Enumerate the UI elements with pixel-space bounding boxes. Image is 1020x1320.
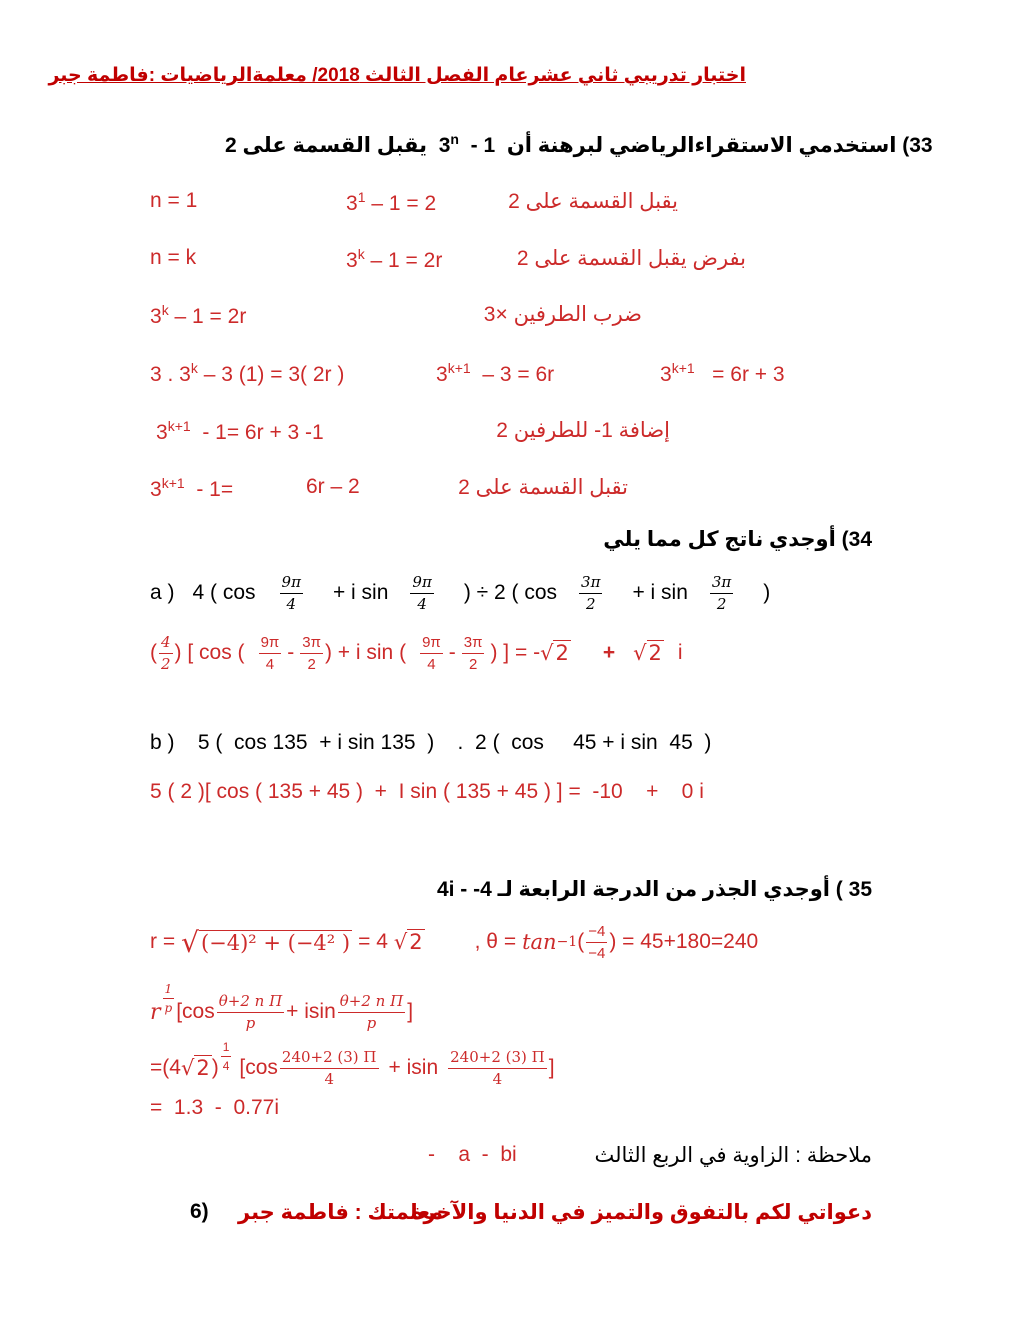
- q34-a-answer: ( 4 2 ) [ cos ( 9π 4 - 3π 2 ) + i sin ( 9π 4 - 3π 2 ) ] = - √2 + √2 i: [150, 632, 683, 673]
- sqrt-2: √2: [540, 641, 569, 665]
- fraction-9pi-4: 9π 4: [422, 633, 441, 673]
- question-35-prompt: [420, 877, 872, 902]
- q34-a-text-5: ): [763, 581, 771, 604]
- q33-step-4c: $3^{k+1}$ = 6r + 3: [660, 360, 785, 386]
- q33-step-3-note: ضرب الطرفين ×3: [483, 303, 642, 326]
- q34-a-line: [150, 568, 770, 618]
- q33-step-6: $3^{k+1} - 1=$: [150, 475, 234, 501]
- q33-step-5: $3^{k+1} - 1= 6r + 3$ -1: [156, 418, 324, 444]
- q33-row-2-mid: 3$^k$ – 1 = 2r: [346, 246, 443, 272]
- q34-a-text-4: + i sin: [632, 581, 688, 604]
- q33-row-1-note: يقبل القسمة على 2: [508, 190, 678, 213]
- q33-step-6-note: تقبل القسمة على 2: [458, 476, 628, 499]
- q35-r-line: r = √ (−4)² + (−4² ) = 4 √2 , θ = tan −1 ( −4 −4 ) = 45+180=240: [150, 922, 759, 962]
- q33-step-5-note: إضافة 1- للطرفين 2: [496, 419, 670, 442]
- fraction-9pi-4: 9π 4: [281, 572, 301, 613]
- q35-value: 4i - -4: [436, 878, 492, 901]
- q34-a-label: a ): [150, 581, 175, 604]
- fraction-4-2: 4 2: [161, 632, 171, 673]
- fraction-3pi-2: 3π 2: [302, 633, 321, 673]
- question-33-prompt: [225, 131, 933, 158]
- q33-row-2-left: n = k: [150, 246, 197, 269]
- q33-step-3: 3$^k$ – 1 = 2r: [150, 302, 247, 328]
- sqrt-2: √2: [633, 641, 662, 665]
- q35-text: 35 ) أوجدي الجذر من الدرجة الرابعة لـ: [497, 878, 872, 901]
- q33-end: يقبل القسمة على 2: [225, 134, 428, 157]
- q34-a-text-1: 4 ( cos: [192, 581, 256, 604]
- q34-b-line: b ) 5 ( cos 135 + i sin 135 ) . 2 ( cos 45 + i sin 45 ): [150, 731, 712, 754]
- q33-row-1-left: n = 1: [150, 189, 198, 212]
- q33-expr: 3$^n$ - 1: [438, 131, 496, 157]
- fraction-neg4-neg4: −4 −4: [588, 922, 606, 962]
- fraction-3pi-2: 3π 2: [581, 572, 601, 613]
- q33-step-4a: 3 . 3$^k$ – 3 (1) = 3( 2r ): [150, 360, 345, 386]
- fraction-3pi-2: 3π 2: [463, 633, 483, 673]
- q34-a-text-3: ) ÷ 2 ( cos: [463, 581, 558, 604]
- question-34-prompt: 34) أوجدي ناتج كل مما يلي: [603, 528, 872, 551]
- q35-formula: r 1 p [cos θ+2 n Π p + isin θ+2 n Π p ]: [150, 981, 414, 1032]
- q33-row-2-note: بفرض يقبل القسمة على 2: [516, 247, 746, 270]
- footer-prayer: دعواتي لكم بالتفوق والتميز في الدنيا والآخرة: [411, 1201, 872, 1224]
- q33-text: 33) استخدمي الاستقراءالرياضي لبرهنة أن: [506, 134, 933, 157]
- q35-result: = 1.3 - 0.77i: [150, 1096, 279, 1119]
- fraction-9pi-4: 9π 4: [412, 572, 432, 613]
- fraction-3pi-2: 3π 2: [711, 572, 732, 613]
- q34-a-text-2: + i sin: [332, 581, 389, 604]
- page-number: 6): [190, 1200, 209, 1223]
- q35-note: ملاحظة : الزاوية في الربع الثالث: [594, 1144, 872, 1167]
- footer: [190, 1200, 872, 1230]
- teacher-signature: معلمتك : فاطمة جبر: [238, 1201, 444, 1224]
- q35-substitution: =(4 √2 ) 1 4 [cos 240+2 (3) Π 4 + isin 240+2 (3) Π 4 ]: [150, 1039, 555, 1088]
- q33-step-6-mid: 6r – 2: [306, 475, 360, 498]
- q35-note-value: - a - bi: [428, 1143, 517, 1166]
- fraction-9pi-4: 9π 4: [260, 633, 280, 673]
- q34-b-answer: 5 ( 2 )[ cos ( 135 + 45 ) + I sin ( 135 + 45 ) ] = -10 + 0 i: [150, 780, 704, 803]
- q33-row-1-mid: $3^1 - 1 = 2$: [346, 189, 437, 215]
- q33-step-4b: $3^{k+1} - 3 = 6r$: [436, 360, 555, 386]
- page-title: اختبار تدريبي ثاني عشرعام الفصل الثالث 2018/ معلمةالرياضيات :فاطمة جبر: [48, 65, 746, 86]
